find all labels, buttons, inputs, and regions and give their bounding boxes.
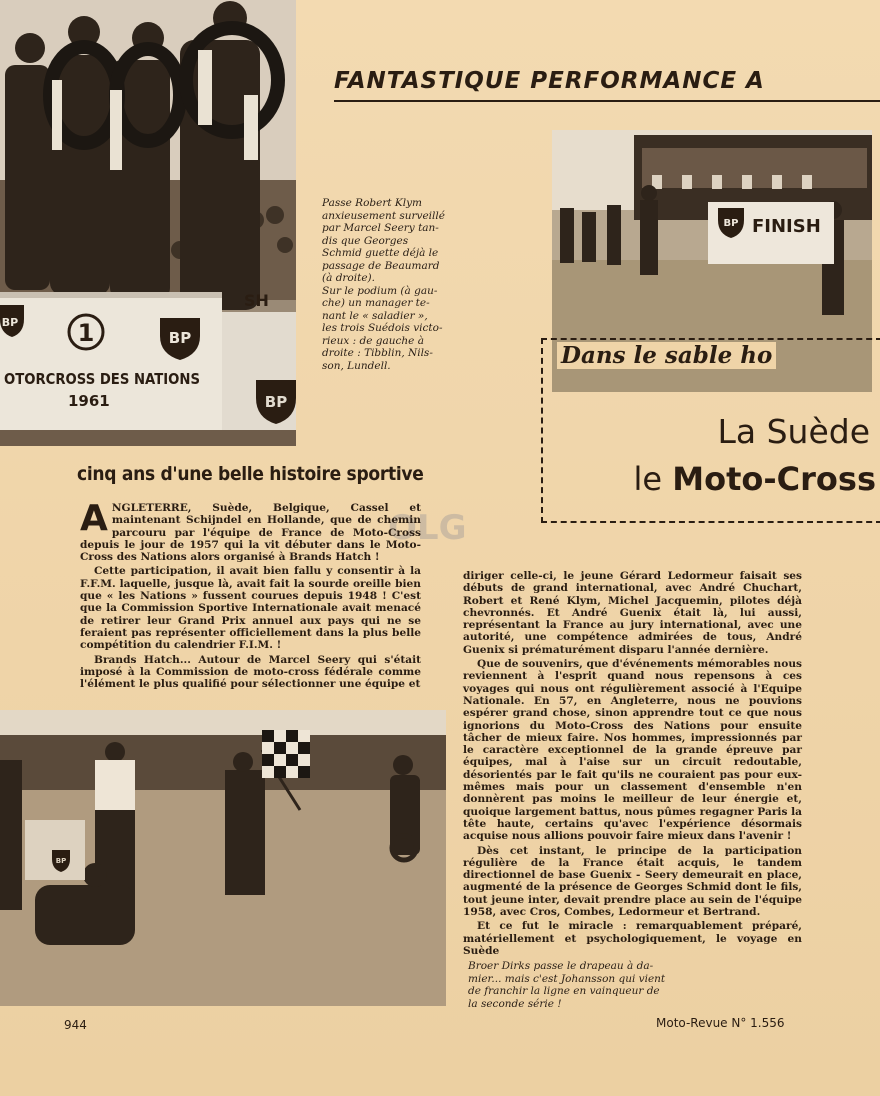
svg-text:BP: BP xyxy=(168,329,192,347)
podium-caption-line: Passe Robert Klym xyxy=(322,197,423,209)
podium-caption-line: droite : Tibblin, Nils- xyxy=(322,347,433,359)
podium-caption-line: nant le « saladier », xyxy=(322,309,428,322)
podium-caption xyxy=(322,197,454,372)
podium-caption-line: rieux : de gauche à xyxy=(322,334,424,347)
race-caption-line: Broer Dirks passe le drapeau à da- xyxy=(468,960,654,972)
svg-text:BP: BP xyxy=(1,316,19,329)
magazine-issue: Moto-Revue N° 1.556 xyxy=(656,1016,785,1030)
podium-photo xyxy=(0,0,296,446)
podium-caption-line: par Marcel Seery tan- xyxy=(322,222,439,234)
title-block xyxy=(541,338,880,523)
podium-sign-line2: 1961 xyxy=(68,392,110,410)
watermark: OLG xyxy=(388,508,467,548)
col1-paragraph-1: NGLETERRE, Suède, Belgique, Cassel et maintenant Schijndel en Hollande, que de chemin parcouru par l'équipe de France de Moto-Cross depuis le jour de 1957 qui la vit débuter dans le Moto-Cross des Nations alors organisé à Brands Hatch ! xyxy=(80,502,421,564)
col2-paragraph-3: Dès cet instant, le principe de la participation régulière de la France était acquis, le tandem directionnel de base Guenix - Seery demeurait en place, augmenté de la présence de Georges Schmid dont le fils, tout jeune inter, devait prendre place au sein de l'équipe 1958, avec Cros, Combes, Ledormeur et Bertrand. xyxy=(463,844,802,919)
podium-caption-line: Schmid guette déjà le xyxy=(322,247,439,259)
article-subtitle: cinq ans d'une belle histoire sportive xyxy=(77,463,424,485)
article-column-1 xyxy=(80,498,421,692)
col1-paragraph-2: Cette participation, il avait bien fallu y consentir à la F.F.M. laquelle, jusque là, avait fait la sourde oreille bien que « les Nations » fussent courues depuis 1948 ! C'est que la Commission Sportive Internationale avait menacé de retirer leur Grand Prix annuel aux pays qui ne se feraient pas représenter officiellement dans la plus belle compétition du calendrier F.I.M. ! xyxy=(80,565,421,652)
article-column-2 xyxy=(463,570,802,959)
headline-rule xyxy=(334,100,880,102)
podium-banner-text: SH xyxy=(244,291,269,310)
race-caption-line: de franchir la ligne en vainqueur de xyxy=(468,985,660,997)
race-caption-line: mier... mais c'est Johansson qui vient xyxy=(468,972,666,985)
podium-caption-line: les trois Suédois victo- xyxy=(322,322,443,334)
col2-paragraph-2: Que de souvenirs, que d'événements mémorables nous reviennent à l'esprit quand nous repensons à ces voyages qui nous ont régulièrement associé à l'Equipe Nationale. En 57, en Angleterre, nous ne pouvions espérer grand chose, sinon apprendre tout ce que nous ignorions du Moto-Cross des Nations pour ensuite tâcher de mieux faire. Nos hommes, impressionnés par le caractère exceptionnel de la grande épreuve par équipes, mal à l'aise sur un circuit redoutable, désorientés par le fait qu'ils ne couraient pas pour eux-mêmes mais pour un classement d'ensemble n'en donnèrent pas moins le meilleur de leur énergie et, quoique largement battus, nous pûmes regagner Paris la tête haute, certains qu'avec l'expérience désormais acquise nous allions pouvoir faire mieux dans l'avenir ! xyxy=(463,658,802,843)
svg-text:BP: BP xyxy=(723,218,739,229)
race-caption xyxy=(468,960,698,1010)
headline: FANTASTIQUE PERFORMANCE A xyxy=(334,68,765,94)
col1-paragraph-3: Brands Hatch... Autour de Marcel Seery qui s'était imposé à la Commission de moto-cross fédérale comme l'élément le plus qualifié pour sélectionner une équipe et xyxy=(80,653,421,691)
podium-caption-line: (à droite). xyxy=(322,272,375,284)
svg-text:BP: BP xyxy=(264,393,288,411)
race-photo xyxy=(0,710,446,1006)
col2-paragraph-4: Et ce fut le miracle : remarquablement préparé, matériellement et psychologiquement, le voyage en Suède xyxy=(463,920,802,957)
finish-banner-text: FINISH xyxy=(752,216,821,237)
page-number: 944 xyxy=(64,1018,87,1032)
podium-caption-line: anxieusement surveillé xyxy=(322,209,445,222)
title-line2-prefix: le xyxy=(633,460,673,498)
title-script-line: Dans le sable ho xyxy=(557,342,776,369)
article-dropcap: A xyxy=(80,498,108,539)
podium-caption-line: che) un manager te- xyxy=(322,297,430,309)
svg-text:BP: BP xyxy=(55,857,67,865)
podium-caption-line: Sur le podium (à gau- xyxy=(322,284,438,297)
podium-number: 1 xyxy=(77,319,95,347)
podium-caption-line: son, Lundell. xyxy=(322,359,391,372)
title-line1: La Suède xyxy=(717,412,870,451)
title-line2-bold: Moto-Cross xyxy=(672,460,876,498)
race-caption-line: la seconde série ! xyxy=(468,997,562,1010)
col2-paragraph-1: diriger celle-ci, le jeune Gérard Ledormeur faisait ses débuts de grand international, avec André Chuchart, Robert et René Klym, Michel Jacquemin, pilotes déjà chevronnés. Et André Guenix était là, lui aussi, représentant la France au jury international, avec une autorité, une compétence admirées de tous, André Guenix si prématurément disparu l'année dernière. xyxy=(463,570,802,656)
title-line2 xyxy=(634,460,876,498)
podium-sign-line1: OTORCROSS DES NATIONS xyxy=(4,370,200,388)
podium-caption-line: passage de Beaumard xyxy=(322,259,440,272)
podium-caption-line: dis que Georges xyxy=(322,234,409,247)
